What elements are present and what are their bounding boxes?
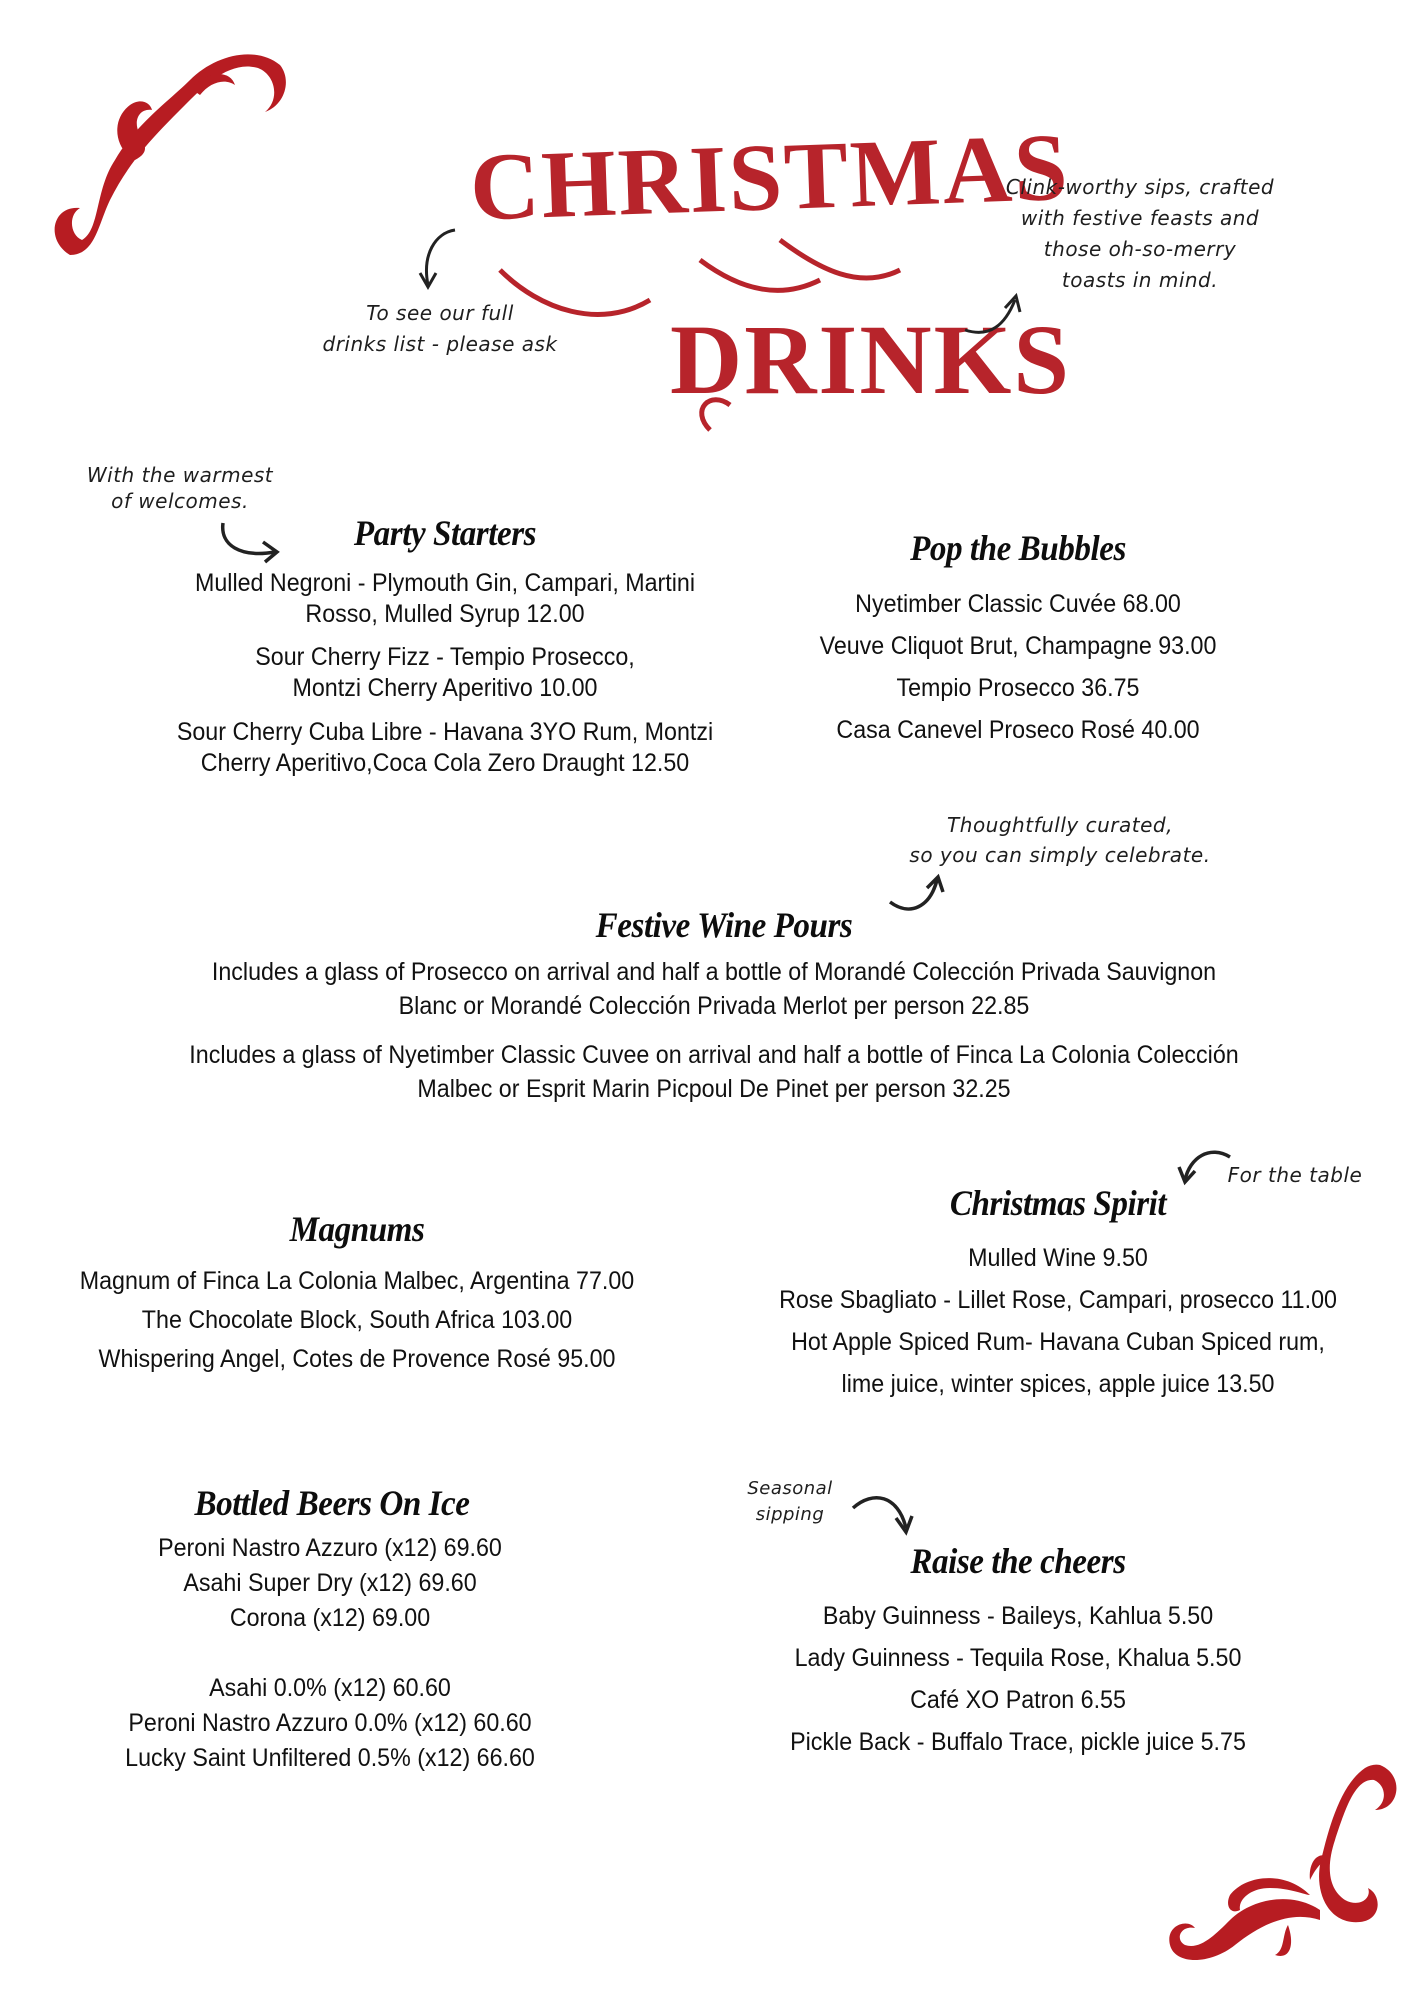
menu-item: Lucky Saint Unfiltered 0.5% (x12) 66.60 bbox=[125, 1744, 535, 1772]
note-line: To see our full bbox=[366, 301, 514, 325]
menu-item-line: Montzi Cherry Aperitivo 10.00 bbox=[292, 674, 598, 702]
menu-item: Corona (x12) 69.00 bbox=[229, 1604, 431, 1632]
menu-item: Tempio Prosecco 36.75 bbox=[896, 674, 1140, 702]
section-heading-christmas-spirit: Christmas Spirit bbox=[949, 1183, 1167, 1223]
menu-list bbox=[23, 1531, 637, 1776]
note-line: With the warmest bbox=[86, 463, 274, 487]
note-seasonal bbox=[730, 1476, 850, 1528]
menu-item bbox=[120, 568, 771, 630]
menu-list bbox=[739, 1595, 1297, 1763]
note-line: so you can simply celebrate. bbox=[909, 843, 1211, 867]
note-line: Thoughtfully curated, bbox=[947, 813, 1173, 837]
note-line: toasts in mind. bbox=[1061, 268, 1219, 292]
note-line: with festive feasts and bbox=[1020, 206, 1260, 230]
menu-item bbox=[63, 955, 1365, 1023]
menu-item bbox=[120, 642, 771, 704]
menu-item: Café XO Patron 6.55 bbox=[910, 1686, 1126, 1714]
section-heading-festive-wine-pours: Festive Wine Pours bbox=[595, 905, 853, 945]
menu-item: Peroni Nastro Azzuro (x12) 69.60 bbox=[158, 1534, 502, 1562]
note-welcome bbox=[55, 462, 305, 514]
menu-item: Casa Canevel Proseco Rosé 40.00 bbox=[836, 716, 1200, 744]
menu-item-line: Includes a glass of Prosecco on arrival and half a bottle of Morandé Colección Privada Sauvignon bbox=[211, 958, 1217, 986]
menu-item: lime juice, winter spices, apple juice 13.50 bbox=[841, 1370, 1275, 1398]
menu-item bbox=[120, 717, 771, 779]
menu-item-line: Malbec or Esprit Marin Picpoul De Pinet per person 32.25 bbox=[417, 1075, 1011, 1103]
bottom-right-flourish-icon bbox=[1160, 1750, 1410, 1980]
note-line: those oh-so-merry bbox=[1043, 237, 1237, 261]
menu-item: Lady Guinness - Tequila Rose, Khalua 5.50 bbox=[794, 1644, 1242, 1672]
menu-item-line: Mulled Negroni - Plymouth Gin, Campari, Martini bbox=[194, 569, 696, 597]
menu-item: Peroni Nastro Azzuro 0.0% (x12) 60.60 bbox=[128, 1709, 532, 1737]
menu-item: Baby Guinness - Baileys, Kahlua 5.50 bbox=[822, 1602, 1214, 1630]
menu-item: Veuve Cliquot Brut, Champagne 93.00 bbox=[819, 632, 1217, 660]
menu-item: Hot Apple Spiced Rum- Havana Cuban Spiced rum, bbox=[791, 1328, 1325, 1356]
note-full-list bbox=[280, 298, 600, 360]
note-line: Clink-worthy sips, crafted bbox=[1005, 175, 1275, 199]
note-for-the-table: For the table bbox=[1227, 1163, 1363, 1187]
menu-item-line: Sour Cherry Cuba Libre - Havana 3YO Rum, Montzi bbox=[176, 718, 714, 746]
top-left-flourish-icon bbox=[40, 40, 290, 270]
menu-item: Asahi Super Dry (x12) 69.60 bbox=[183, 1569, 477, 1597]
section-heading-bottled-beers: Bottled Beers On Ice bbox=[194, 1483, 470, 1523]
menu-list bbox=[41, 1262, 673, 1379]
section-heading-pop-the-bubbles: Pop the Bubbles bbox=[910, 528, 1126, 568]
menu-item: Asahi 0.0% (x12) 60.60 bbox=[209, 1674, 451, 1702]
title-drinks: DRINKS bbox=[670, 304, 1071, 415]
menu-item: The Chocolate Block, South Africa 103.00 bbox=[141, 1306, 573, 1334]
menu-item: Mulled Wine 9.50 bbox=[968, 1244, 1148, 1272]
arrow-down-icon bbox=[410, 225, 470, 295]
menu-item-line: Cherry Aperitivo,Coca Cola Zero Draught 12.50 bbox=[200, 749, 690, 777]
menu-list bbox=[739, 583, 1297, 751]
note-curated bbox=[860, 810, 1260, 870]
menu-item: Magnum of Finca La Colonia Malbec, Argentina 77.00 bbox=[79, 1267, 635, 1295]
section-heading-magnums: Magnums bbox=[289, 1209, 425, 1249]
note-line: sipping bbox=[755, 1504, 825, 1525]
arrow-curve-down-icon bbox=[848, 1490, 918, 1540]
menu-item: Rose Sbagliato - Lillet Rose, Campari, prosecco 11.00 bbox=[779, 1286, 1337, 1314]
section-heading-party-starters: Party Starters bbox=[353, 513, 537, 553]
note-line: drinks list - please ask bbox=[322, 332, 558, 356]
section-heading-raise-the-cheers: Raise the cheers bbox=[910, 1541, 1126, 1581]
menu-item: Whispering Angel, Cotes de Provence Rosé 95.00 bbox=[98, 1345, 616, 1373]
menu-list bbox=[742, 1237, 1374, 1405]
title-christmas: CHRISTMAS bbox=[468, 112, 1072, 241]
menu-item-line: Blanc or Morandé Colección Privada Merlot per person 22.85 bbox=[398, 992, 1030, 1020]
arrow-up-right-icon bbox=[960, 290, 1030, 340]
menu-item: Pickle Back - Buffalo Trace, pickle juice 5.75 bbox=[790, 1728, 1246, 1756]
spacer bbox=[23, 1636, 637, 1671]
note-line: of welcomes. bbox=[111, 489, 249, 513]
menu-item-line: Sour Cherry Fizz - Tempio Prosecco, bbox=[255, 643, 635, 671]
menu-item: Nyetimber Classic Cuvée 68.00 bbox=[855, 590, 1181, 618]
note-clink bbox=[960, 172, 1320, 296]
note-line: Seasonal bbox=[747, 1478, 833, 1499]
menu-item bbox=[63, 1038, 1365, 1106]
menu-item-line: Rosso, Mulled Syrup 12.00 bbox=[305, 600, 585, 628]
menu-item-line: Includes a glass of Nyetimber Classic Cuvee on arrival and half a bottle of Finca La Colonia Colección bbox=[189, 1041, 1239, 1069]
